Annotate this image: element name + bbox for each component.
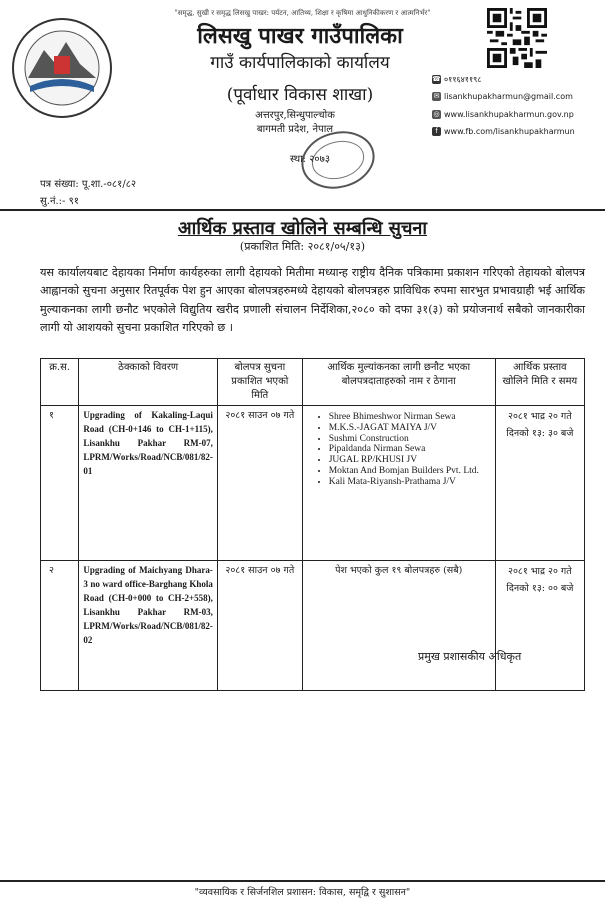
letter-number: पत्र संख्या: पू.शा.-०८१/८२ — [40, 179, 137, 190]
phone-icon: ☎ — [432, 75, 441, 83]
bidder-item: • M.K.S.-JAGAT MAIYA J/V — [329, 423, 491, 434]
globe-icon: ◎ — [433, 110, 440, 118]
email-row — [432, 92, 573, 101]
row-opening-time: २०८१ भाद्र २० गते दिनको १३: ३० बजे — [495, 406, 584, 561]
established-year: स्था: २०७३ — [290, 154, 331, 165]
row-opening-time: २०८१ भाद्र २० गते दिनको १३: ०० बजे — [495, 561, 584, 691]
published-date: (प्रकाशित मिति: २०८१/०५/१३) — [239, 240, 366, 253]
phone-row — [432, 74, 481, 85]
notice-body: यस कार्यालयबाट देहायका निर्माण कार्यहरुका लागी देहायको मितीमा मध्यान्ह राष्ट्रीय दैनिक पत्रिकामा प्रकाशन गरिएको तेहायको बोलपत्र आह्वानको सुचना अनुसार रितपूर्वक पेश हुन आएका बोलपत्रहरुमध्ये देहायको बोलपत्रहरु प्राविधिक रुपमा सारभुत प्रभावग्राही भई आर्थिक मुल्याकनका लागी छनौट भएकोले विद्युतिय खरीद प्रणाली संचालन निर्देशिका,२०८० को दफा ३१(३) को प्रयोजनार्थ सबैको जानकारीका लागी यो आशयको सुचना प्रकाशित गरिएको छ । — [40, 266, 585, 334]
bidder-item: • JUGAL RP/KHUSI JV — [329, 455, 491, 466]
municipality-logo — [10, 16, 114, 120]
col-header: आर्थिक प्रस्ताव खोलिने मिति र समय — [495, 359, 584, 406]
row-published-date: २०८१ साउन ०७ गते — [217, 561, 302, 691]
qr-code — [487, 8, 547, 68]
row-sn: २ — [41, 561, 79, 691]
address-line-2: बागमती प्रदेश, नेपाल — [256, 124, 334, 135]
website-row — [432, 110, 574, 119]
footer-motto: "व्यवसायिक र सिर्जनशिल प्रशासन: विकास, समृद्वि र सुशासन" — [194, 887, 411, 898]
phone-number: ०११६४११९८ — [444, 75, 482, 84]
website-url: www.lisankhupakharmun.gov.np — [444, 110, 574, 119]
row-bidders-note: पेश भएको कुल १९ बोलपत्रहरु (सबै) — [302, 561, 495, 691]
facebook-url: www.fb.com/lisankhupakharmun — [444, 127, 575, 136]
branch-name: (पूर्वाधार विकास शाखा) — [226, 85, 374, 105]
row-description: Upgrading of Kakaling-Laqui Road (CH-0+146 to CH-1+115), Lisankhu Pakhar RM-07, LPRM/Works/Road/NCB/081/82-01 — [79, 406, 218, 561]
col-header: क्र.स. — [41, 359, 79, 406]
dispatch-number: सु.नं.:- ९१ — [40, 196, 79, 207]
email-icon: ✉ — [433, 92, 440, 100]
signatory-title: प्रमुख प्रशासकीय अधिकृत — [418, 650, 522, 663]
bidder-list — [307, 412, 491, 488]
bidder-item: • Pipaldanda Nirman Sewa — [329, 444, 491, 455]
email-address: lisankhupakharmun@gmail.com — [444, 92, 573, 101]
bidder-item: • Kali Mata-Riyansh-Prathama J/V — [329, 477, 491, 488]
header-divider — [0, 209, 605, 211]
notice-title: आर्थिक प्रस्ताव खोलिने सम्बन्धि सुचना — [177, 218, 428, 239]
row-bidders — [302, 406, 495, 561]
facebook-row — [432, 127, 575, 136]
row-published-date: २०८१ साउन ०७ गते — [217, 406, 302, 561]
motto-text: "समृद्ध, सुखी र समृद्ध लिसखु पाखर: पर्यटन, आतिथ्य, शिक्षा र कृषिमा आधुनिकीकरण र आत्मनिर्भर" — [174, 9, 431, 17]
facebook-icon: f — [432, 127, 441, 136]
org-name: लिसखु पाखर गाउँपालिका — [197, 23, 403, 49]
table-row — [41, 561, 585, 691]
footer-divider — [0, 880, 605, 882]
table-row — [41, 406, 585, 561]
col-header: ठेक्काको विवरण — [79, 359, 218, 406]
col-header: आर्थिक मुल्यांकनका लागी छनौट भएका बोलपत्रदाताहरुको नाम र ठेगाना — [302, 359, 495, 406]
bidder-item: • Shree Bhimeshwor Nirman Sewa — [329, 412, 491, 423]
row-description: Upgrading of Maichyang Dhara-3 no ward office-Barghang Khola Road (CH-0+000 to CH-2+558), Lisankhu Pakhar RM-03, LPRM/Works/Road/NCB/081/82-02 — [79, 561, 218, 691]
table-header-row — [41, 359, 585, 406]
bid-table — [40, 358, 585, 691]
office-name: गाउँ कार्यपालिकाको कार्यालय — [210, 53, 390, 73]
bidder-item: • Sushmi Construction — [329, 434, 491, 445]
bidder-item: • Moktan And Bomjan Builders Pvt. Ltd. — [329, 466, 491, 477]
col-header: बोलपत्र सुचना प्रकाशित भएको मिति — [217, 359, 302, 406]
row-sn: १ — [41, 406, 79, 561]
address-line-1: अत्तरपुर,सिन्धुपाल्चोक — [255, 110, 335, 121]
